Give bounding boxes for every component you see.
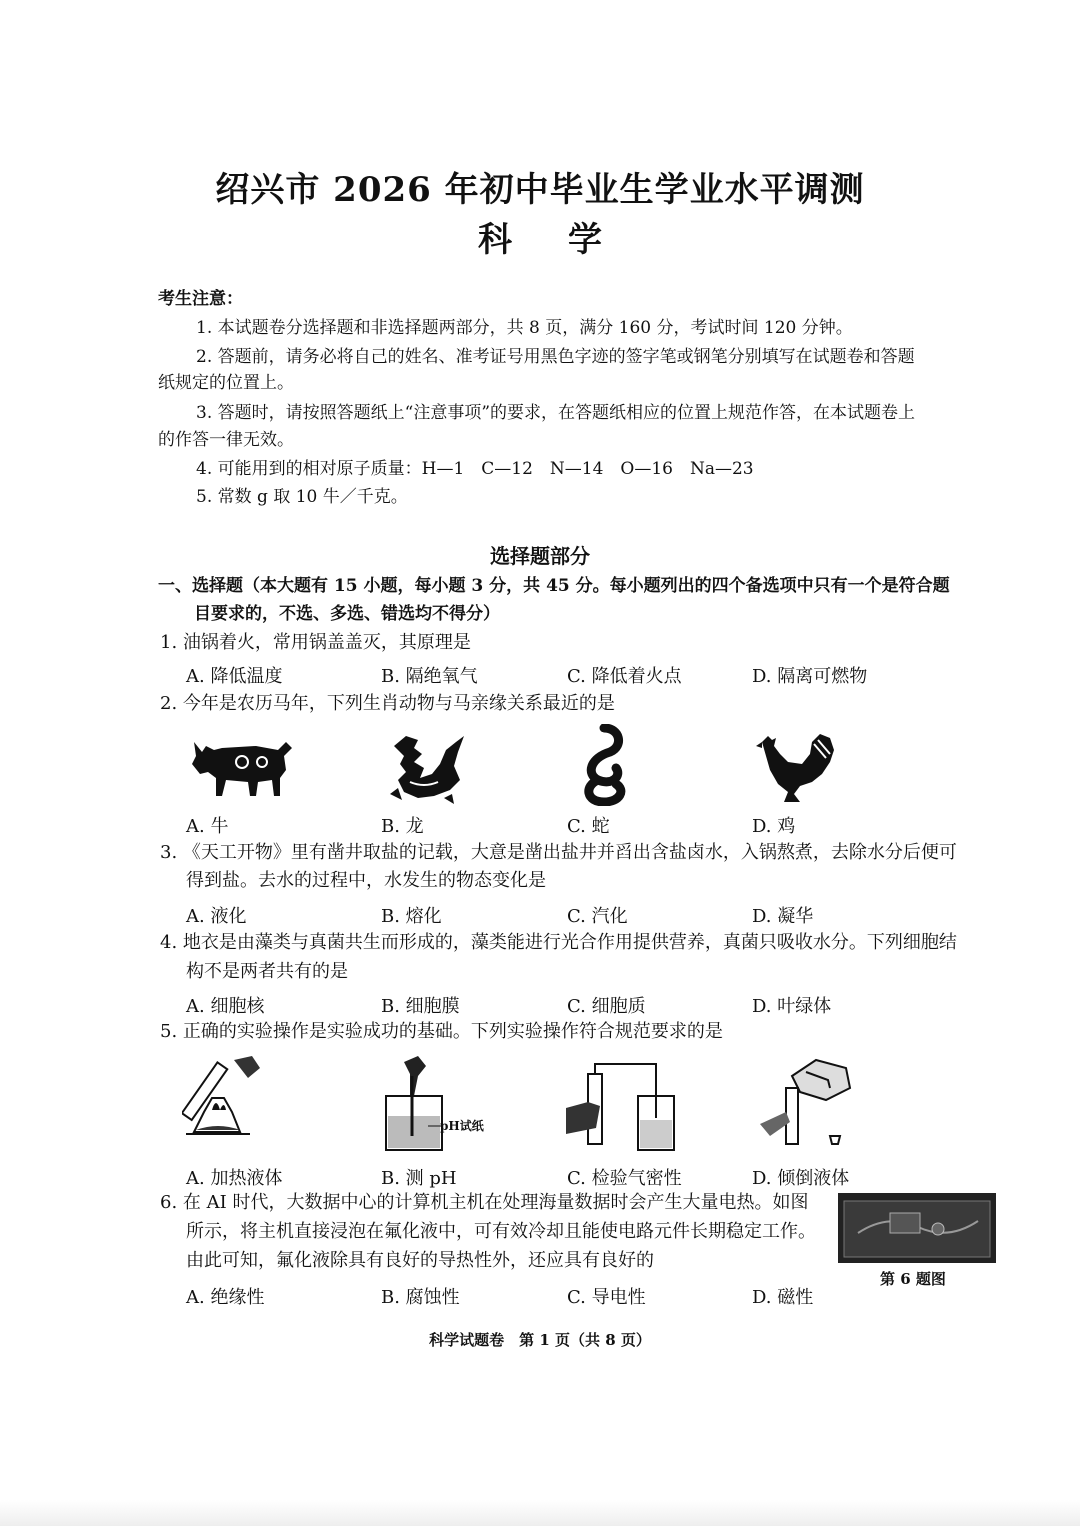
option-b[interactable]: B. 隔绝氧气: [381, 666, 478, 687]
question-stem: 所示，将主机直接浸泡在氟化液中，可有效冷却且能使电路元件长期稳定工作。: [186, 1221, 816, 1242]
option-a[interactable]: A. 加热液体: [186, 1168, 283, 1189]
notice-line: 1. 本试题卷分选择题和非选择题两部分，共 8 页，满分 160 分，考试时间 120 分钟。: [196, 318, 853, 338]
notice-line: 纸规定的位置上。: [158, 373, 294, 393]
section-instruction: 一、选择题（本大题有 15 小题，每小题 3 分，共 45 分。每小题列出的四个备选项中只有一个是符合题: [158, 576, 950, 596]
notice-line: 5. 常数 g 取 10 牛／千克。: [196, 487, 408, 507]
option-c[interactable]: C. 导电性: [567, 1287, 646, 1308]
question-stem: 3. 《天工开物》里有凿井取盐的记载，大意是凿出盐井并舀出含盐卤水，入锅熬煮，去除水分后便可: [160, 842, 957, 863]
option-d[interactable]: D. 隔离可燃物: [752, 666, 868, 687]
option-a[interactable]: A. 降低温度: [186, 666, 283, 687]
notice-line: 3. 答题时，请按照答题纸上“注意事项”的要求，在答题纸相应的位置上规范作答，在本试题卷上: [196, 403, 916, 423]
option-d[interactable]: D. 叶绿体: [752, 996, 832, 1017]
immersion-cooling-photo: [838, 1193, 996, 1263]
question-stem: 4. 地衣是由藻类与真菌共生而形成的，藻类能进行光合作用提供营养，真菌只吸收水分。下列细胞结: [160, 932, 957, 953]
option-a[interactable]: A. 牛: [186, 816, 229, 837]
option-b[interactable]: B. 龙: [381, 816, 424, 837]
question-stem: 1. 油锅着火，常用锅盖盖灭，其原理是: [160, 632, 471, 653]
question-stem: 5. 正确的实验操作是实验成功的基础。下列实验操作符合规范要求的是: [160, 1021, 723, 1042]
notice-line: 的作答一律无效。: [158, 430, 294, 450]
snake-image: [576, 724, 632, 806]
section-title: 选择题部分: [490, 544, 590, 568]
option-b[interactable]: B. 腐蚀性: [381, 1287, 460, 1308]
option-c[interactable]: C. 细胞质: [567, 996, 646, 1017]
notice-line: 2. 答题前，请务必将自己的姓名、准考证号用黑色字迹的签字笔或钢笔分别填写在试题卷和答题: [196, 347, 915, 367]
option-b[interactable]: B. 细胞膜: [381, 996, 460, 1017]
option-c[interactable]: C. 汽化: [567, 906, 628, 927]
question-stem: 得到盐。去水的过程中，水发生的物态变化是: [186, 870, 546, 891]
option-c[interactable]: C. 降低着火点: [567, 666, 682, 687]
ph-paper-label: pH试纸: [440, 1119, 484, 1133]
section-instruction: 目要求的，不选、多选、错选均不得分）: [194, 604, 500, 624]
ox-image: [186, 730, 298, 802]
heating-liquid-image: [182, 1052, 272, 1152]
subject-title: 科学: [478, 220, 658, 260]
question-stem: 2. 今年是农历马年，下列生肖动物与马亲缘关系最近的是: [160, 693, 615, 714]
option-c[interactable]: C. 蛇: [567, 816, 610, 837]
ph-test-image: [384, 1052, 494, 1154]
airtightness-test-image: [566, 1058, 692, 1158]
option-d[interactable]: D. 凝华: [752, 906, 814, 927]
option-a[interactable]: A. 细胞核: [186, 996, 265, 1017]
option-c[interactable]: C. 检验气密性: [567, 1168, 682, 1189]
option-a[interactable]: A. 液化: [186, 906, 247, 927]
rooster-image: [754, 728, 838, 808]
option-b[interactable]: B. 测 pH: [381, 1168, 457, 1189]
question-stem: 构不是两者共有的是: [186, 961, 348, 982]
option-a[interactable]: A. 绝缘性: [186, 1287, 265, 1308]
option-d[interactable]: D. 磁性: [752, 1287, 814, 1308]
exam-title: 绍兴市 2026 年初中毕业生学业水平调测: [215, 170, 865, 210]
pouring-liquid-image: [756, 1052, 856, 1152]
notice-heading: 考生注意：: [158, 289, 243, 309]
page-edge: [0, 1500, 1080, 1526]
option-d[interactable]: D. 鸡: [752, 816, 796, 837]
option-d[interactable]: D. 倾倒液体: [752, 1168, 850, 1189]
figure-caption: 第 6 题图: [880, 1270, 946, 1288]
option-b[interactable]: B. 熔化: [381, 906, 442, 927]
dragon-image: [384, 728, 474, 808]
question-stem: 由此可知，氟化液除具有良好的导热性外，还应具有良好的: [186, 1250, 654, 1271]
question-stem: 6. 在 AI 时代，大数据中心的计算机主机在处理海量数据时会产生大量电热。如图: [160, 1192, 809, 1213]
page-footer: 科学试题卷 第 1 页（共 8 页）: [429, 1331, 651, 1349]
notice-line: 4. 可能用到的相对原子质量：H—1 C—12 N—14 O—16 Na—23: [196, 459, 754, 479]
